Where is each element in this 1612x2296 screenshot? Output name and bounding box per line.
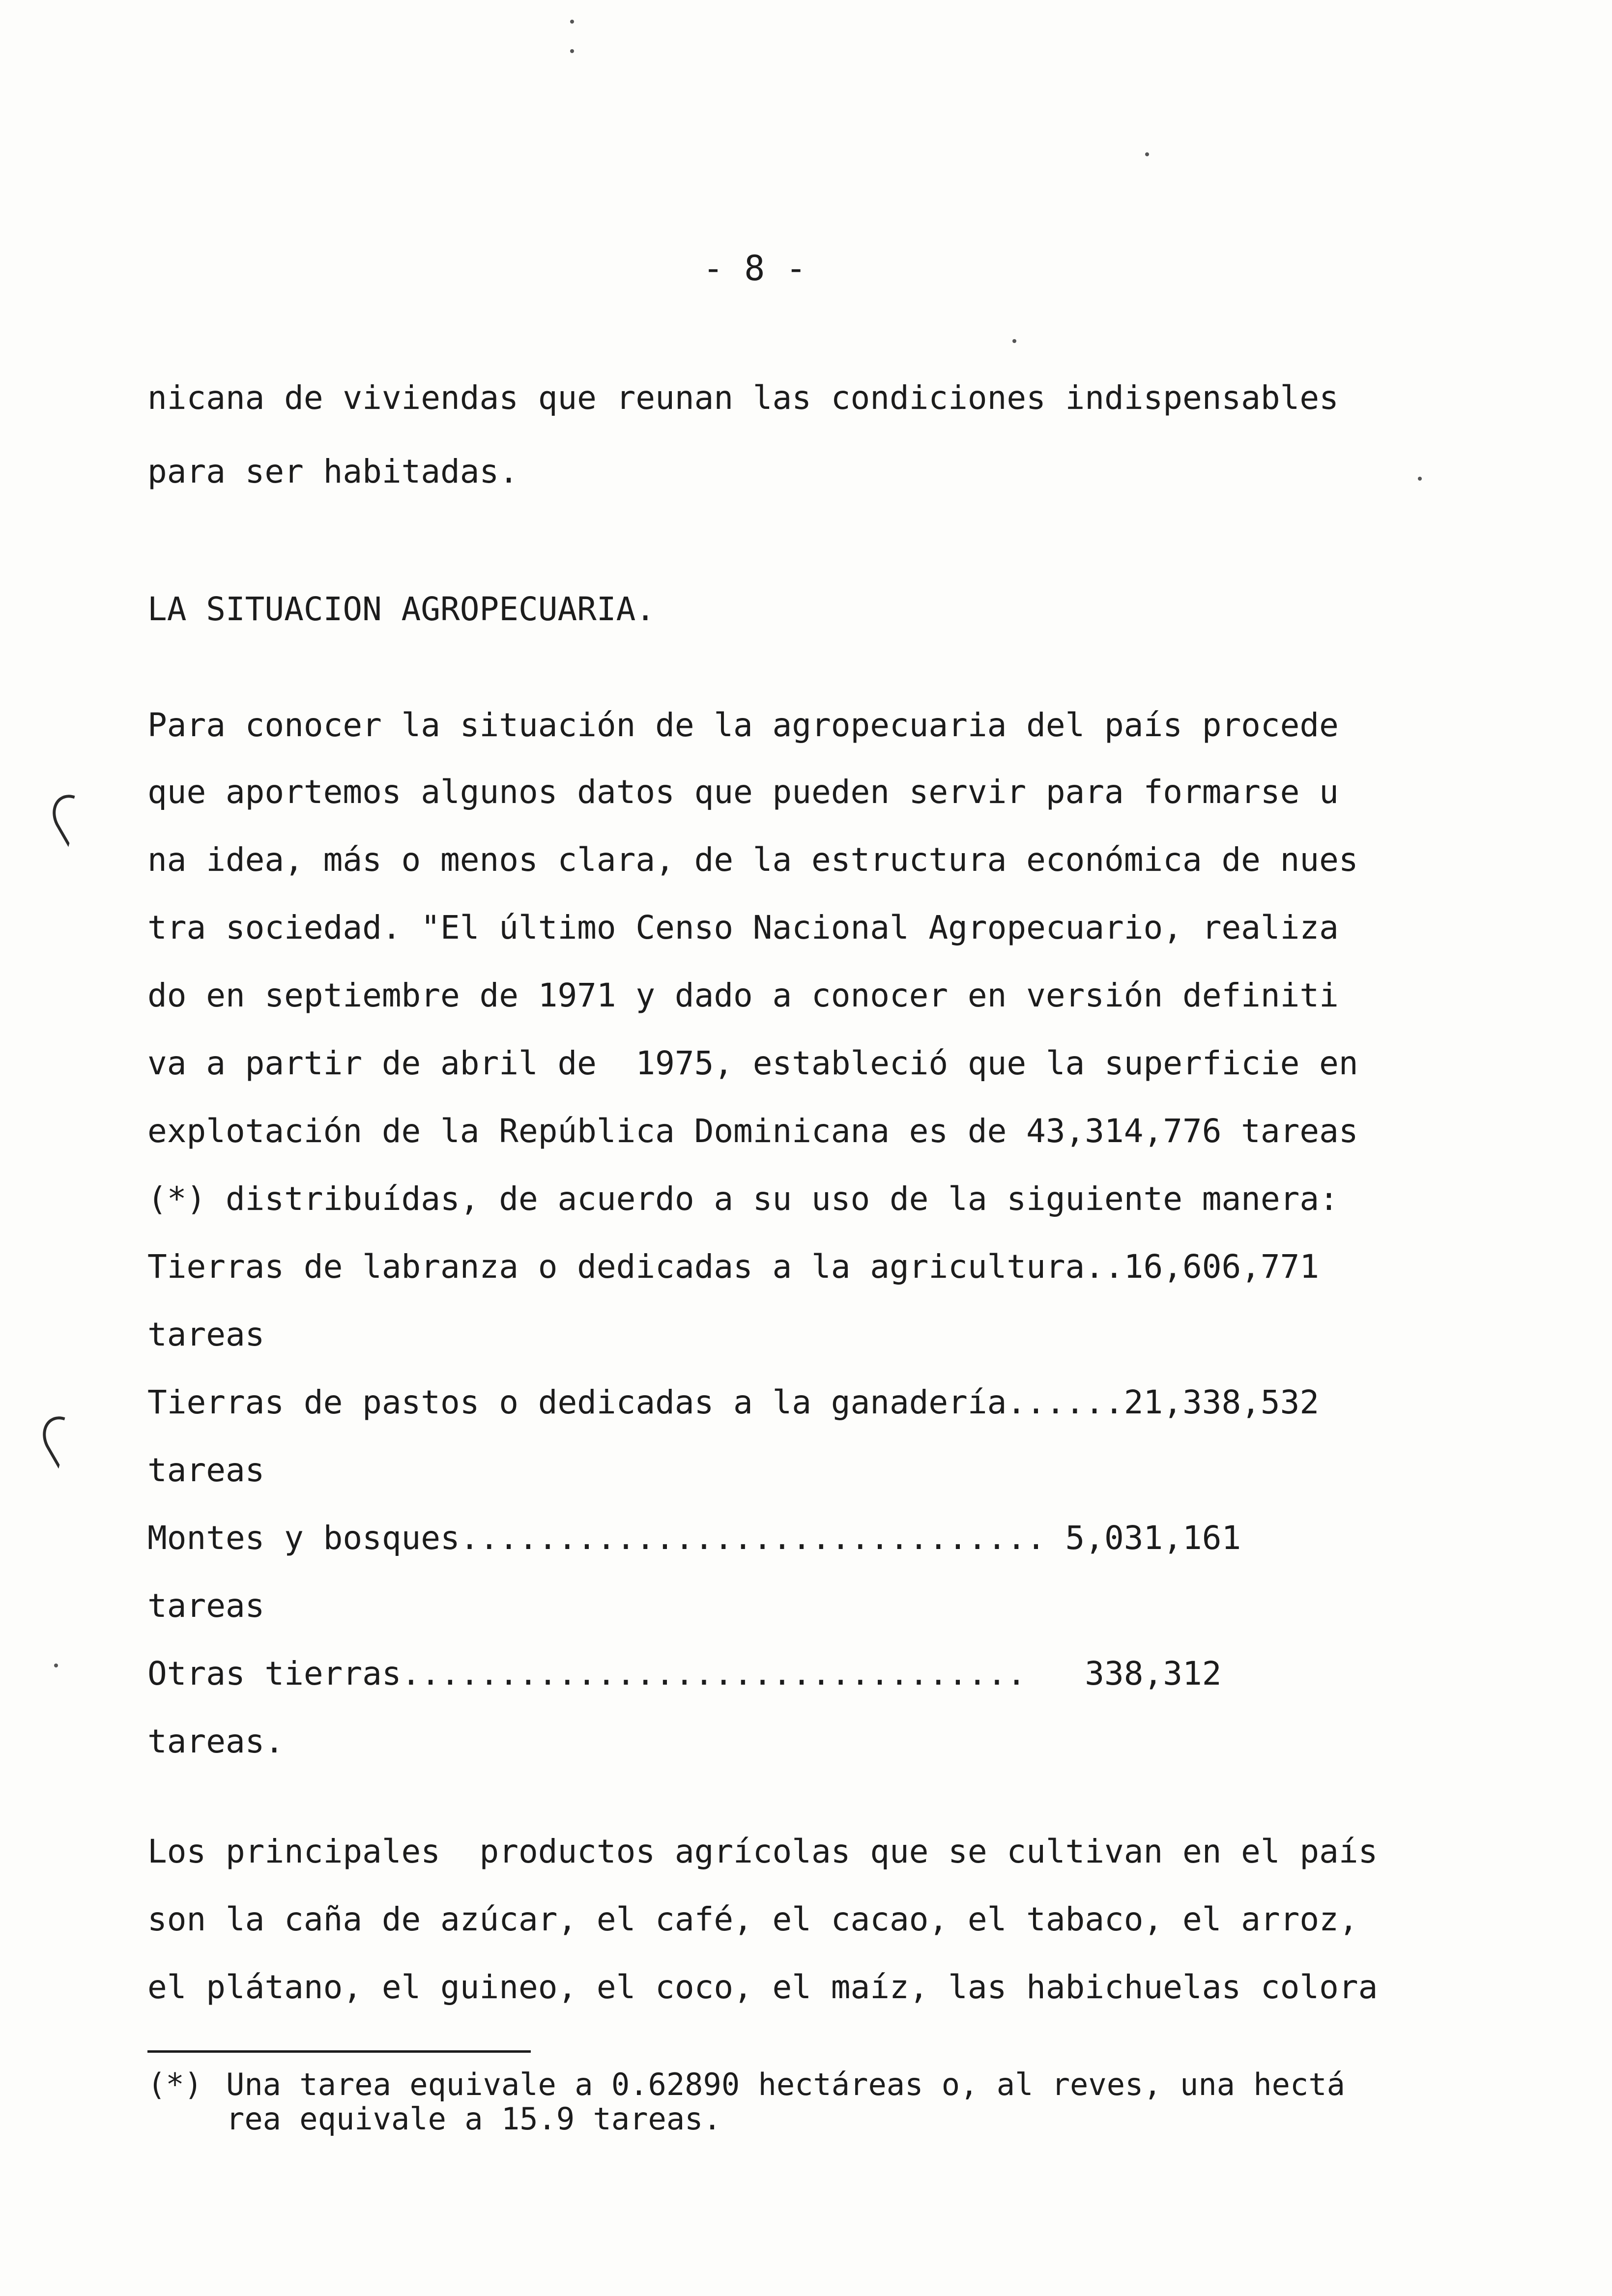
body-line: explotación de la República Dominicana es de 43,314,776 tareas [147, 1112, 1358, 1150]
land-use-unit: tareas [147, 1587, 265, 1625]
land-use-row: Tierras de labranza o dedicadas a la agricultura..16,606,771 [147, 1248, 1320, 1286]
binder-hole-mark [35, 1409, 91, 1468]
body-line: Para conocer la situación de la agropecuaria del país procede [147, 706, 1339, 744]
footnote-line: rea equivale a 15.9 tareas. [226, 2101, 721, 2137]
body-line: son la caña de azúcar, el café, el cacao, el tabaco, el arroz, [147, 1900, 1358, 1938]
binder-hole-mark [45, 787, 101, 847]
body-line: nicana de viviendas que reunan las condiciones indispensables [147, 379, 1339, 417]
scan-speck [570, 49, 574, 53]
scan-speck [54, 1664, 58, 1667]
scan-speck [1145, 152, 1149, 156]
scan-speck [1418, 477, 1422, 481]
land-use-row: Otras tierras................................ 338,312 [147, 1655, 1222, 1693]
body-line: (*) distribuídas, de acuerdo a su uso de la siguiente manera: [147, 1180, 1339, 1218]
footnote-separator [147, 2050, 531, 2053]
body-line: na idea, más o menos clara, de la estructura económica de nues [147, 841, 1358, 879]
page-number: - 8 - [703, 248, 806, 288]
body-line: va a partir de abril de 1975, estableció que la superficie en [147, 1044, 1358, 1082]
body-line: do en septiembre de 1971 y dado a conocer en versión definiti [147, 976, 1339, 1014]
body-line: tra sociedad. "El último Censo Nacional Agropecuario, realiza [147, 909, 1339, 947]
land-use-row: Tierras de pastos o dedicadas a la ganadería......21,338,532 [147, 1383, 1320, 1421]
footnote-marker: (*) [147, 2066, 202, 2102]
land-use-unit: tareas. [147, 1722, 285, 1760]
body-line: que aportemos algunos datos que pueden servir para formarse u [147, 773, 1339, 811]
land-use-unit: tareas [147, 1451, 265, 1489]
land-use-row: Montes y bosques.............................. 5,031,161 [147, 1519, 1241, 1557]
footnote-line: Una tarea equivale a 0.62890 hectáreas o, al reves, una hectá [226, 2066, 1345, 2102]
scan-speck [570, 20, 574, 24]
scan-speck [1012, 339, 1016, 343]
land-use-unit: tareas [147, 1316, 265, 1353]
section-heading: LA SITUACION AGROPECUARIA. [147, 590, 656, 628]
body-line: Los principales productos agrícolas que se cultivan en el país [147, 1833, 1378, 1870]
body-line: para ser habitadas. [147, 453, 518, 490]
body-line: el plátano, el guineo, el coco, el maíz, las habichuelas colora [147, 1968, 1378, 2006]
